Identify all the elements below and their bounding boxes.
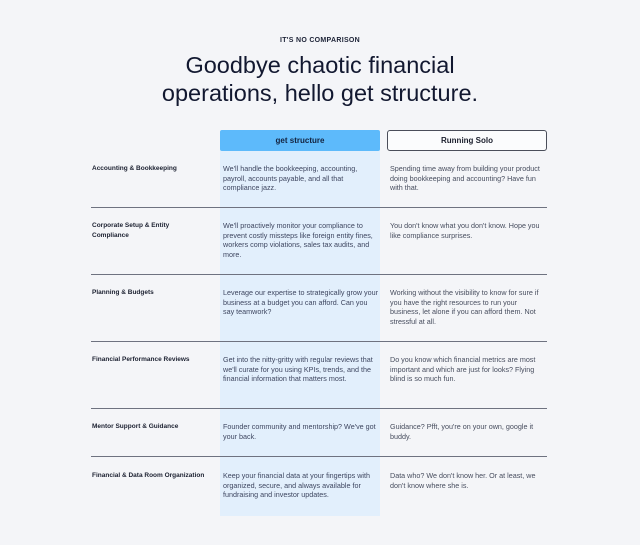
running-solo-cell: Data who? We don't know her. Or at least, we don't know where she is. bbox=[390, 471, 536, 490]
running-solo-cell: Guidance? Pfft, you're on your own, google it buddy. bbox=[390, 422, 534, 441]
row-divider bbox=[91, 207, 547, 208]
eyebrow-text: IT'S NO COMPARISON bbox=[279, 37, 361, 44]
row-divider bbox=[91, 456, 547, 457]
row-label: Corporate Setup & Entity Compliance bbox=[92, 222, 170, 239]
column-header-get-structure: get structure bbox=[220, 130, 380, 151]
headline-line-1: Goodbye chaotic financial bbox=[185, 52, 455, 78]
row-label: Accounting & Bookkeeping bbox=[92, 165, 177, 172]
row-divider bbox=[91, 341, 547, 342]
get-structure-cell: Keep your financial data at your fingertips with organized, secure, and always available for fundraising and investor updates. bbox=[223, 471, 371, 500]
headline-line-2: operations, hello get structure. bbox=[161, 80, 479, 106]
row-label: Mentor Support & Guidance bbox=[92, 423, 179, 430]
get-structure-column-background bbox=[220, 140, 380, 516]
get-structure-cell: Get into the nitty-gritty with regular reviews that we'll curate for you using KPIs, trends, and the financial information that matters most. bbox=[223, 355, 373, 384]
running-solo-cell: Spending time away from building your product doing bookkeeping and accounting? Have fun with that. bbox=[390, 164, 540, 193]
running-solo-cell: You don't know what you don't know. Hope you like compliance surprises. bbox=[390, 221, 540, 240]
page-headline bbox=[0, 51, 640, 107]
get-structure-cell: We'll proactively monitor your compliance to prevent costly missteps like foreign entity fines, workers comp violations, sales tax audits, and more. bbox=[223, 221, 373, 259]
get-structure-cell: Leverage our expertise to strategically grow your business at a budget you can afford. Can you say teamwork? bbox=[223, 288, 379, 317]
column-header-running-solo: Running Solo bbox=[387, 130, 547, 151]
running-solo-cell: Working without the visibility to know for sure if you have the right resources to run your business, let alone if you can afford them. Not stressful at all. bbox=[390, 288, 539, 326]
row-divider bbox=[91, 408, 547, 409]
row-label: Financial Performance Reviews bbox=[92, 356, 190, 363]
running-solo-cell: Do you know which financial metrics are most important and which are just for looks? Flying blind is so much fun. bbox=[390, 355, 536, 384]
row-label: Financial & Data Room Organization bbox=[92, 472, 205, 479]
row-label: Planning & Budgets bbox=[92, 289, 154, 296]
get-structure-cell: We'll handle the bookkeeping, accounting, payroll, accounts payable, and all that compliance jazz. bbox=[223, 164, 358, 193]
get-structure-cell: Founder community and mentorship? We've got your back. bbox=[223, 422, 376, 441]
row-divider bbox=[91, 274, 547, 275]
